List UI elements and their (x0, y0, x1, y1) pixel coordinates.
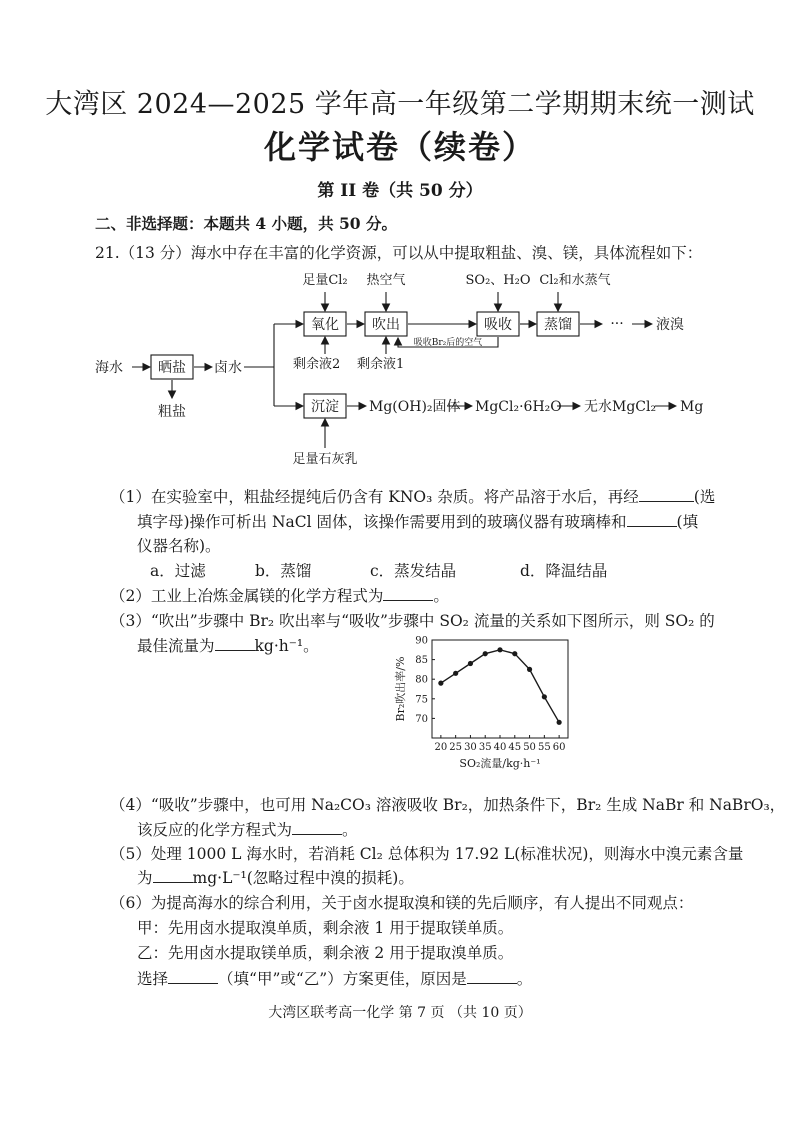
absorb-label: 吸收 (484, 317, 512, 333)
seawater-label: 海水 (95, 360, 123, 376)
x-tick-label: 20 (434, 742, 448, 753)
process-flow-diagram (0, 262, 800, 467)
residue2-label: 剩余液2 (293, 357, 341, 372)
sub6-option-jia: 甲：先用卤水提取溴单质，剩余液 1 用于提取镁单质。 (137, 919, 514, 937)
residue1-label: 剩余液1 (357, 357, 405, 372)
sub1-options (150, 559, 607, 581)
salt-evaporation-label: 晒盐 (158, 360, 186, 376)
y-tick-label: 85 (415, 655, 428, 667)
x-tick-label: 45 (508, 742, 522, 753)
x-tick-label: 35 (478, 742, 492, 753)
sub2-text-b: 。 (433, 587, 449, 605)
option-b: b．蒸馏 (255, 562, 312, 580)
data-point (483, 651, 488, 656)
sub6-line4 (137, 967, 532, 989)
sub6-blank2[interactable] (467, 969, 517, 984)
sub5-line1: （5）处理 1000 L 海水时，若消耗 Cl₂ 总体积为 17.92 L(标准状况)，则海水中溴元素含量 (110, 845, 744, 863)
sub6-option-yi: 乙：先用卤水提取镁单质，剩余液 2 用于提取溴单质。 (137, 944, 514, 962)
liquid-bromine-label: 液溴 (656, 317, 684, 333)
sub2-text-a: （2）工业上冶炼金属镁的化学方程式为 (110, 587, 384, 605)
sub1-line1 (110, 485, 715, 507)
blow-out-label: 吹出 (372, 317, 400, 333)
br2-blowout-chart (390, 632, 590, 780)
sub1-text-c: 填字母)操作可析出 NaCl 固体，该操作需要用到的玻璃仪器有玻璃棒和 (137, 513, 627, 531)
sub5-text-c: mg·L⁻¹(忽略过程中溴的损耗)。 (192, 869, 414, 887)
x-tick-label: 30 (464, 742, 477, 753)
data-point (527, 667, 532, 672)
sub3-line2 (137, 634, 319, 656)
sub1-text-d: (填 (676, 513, 699, 531)
y-tick-label: 80 (415, 674, 428, 686)
sub6-text-f: 。 (516, 970, 533, 988)
x-tick-label: 40 (493, 742, 507, 753)
option-a: a．过滤 (150, 562, 206, 580)
q21-stem: 21.（13 分）海水中存在丰富的化学资源，可以从中提取粗盐、溴、镁，具体流程如下： (95, 244, 703, 262)
sub3-text-c: kg·h⁻¹。 (254, 637, 319, 655)
sub4-line1: （4）“吸收”步骤中，也可用 Na₂CO₃ 溶液吸收 Br₂，加热条件下，Br₂ 生成 NaBr 和 NaBrO₃， (110, 796, 786, 814)
data-point (512, 651, 517, 656)
sub6-text-e: （填“甲”或“乙”）方案更佳，原因是 (218, 970, 467, 988)
anhydrous-mgcl2-label: 无水MgCl₂ (584, 399, 657, 415)
sub1-text-b: (选 (693, 488, 716, 506)
sub1-text-a: （1）在实验室中，粗盐经提纯后仍含有 KNO₃ 杂质。将产品溶于水后，再经 (110, 488, 639, 506)
data-point (557, 720, 562, 725)
sub1-text-e: 仪器名称)。 (137, 537, 221, 555)
exam-title: 大湾区 2024—2025 学年高一年级第二学期期末统一测试 (45, 89, 755, 120)
plot-frame (432, 640, 568, 738)
page-footer: 大湾区联考高一化学 第 7 页 （共 10 页） (268, 1005, 532, 1021)
sub4-text-b: 该反应的化学方程式为 (137, 821, 293, 839)
reagent-so2-label: SO₂、H₂O (465, 273, 531, 288)
part2-heading: 二、非选择题：本题共 4 小题，共 50 分。 (95, 214, 397, 233)
air-after-absorb-label: 吸收Br₂后的空气 (413, 338, 483, 348)
section-title: 第 II 卷（共 50 分） (317, 181, 483, 201)
sub5-text-b: 为 (137, 869, 153, 887)
brine-label: 卤水 (214, 360, 242, 376)
reagent-cl2-steam-label: Cl₂和水蒸气 (539, 273, 611, 288)
sub3-blank[interactable] (215, 636, 255, 651)
paper-title: 化学试卷（续卷） (263, 128, 536, 166)
ellipsis-label: ··· (610, 316, 624, 332)
oxidize-label: 氧化 (311, 317, 339, 333)
x-tick-label: 50 (523, 742, 536, 753)
lime-milk-label: 足量石灰乳 (292, 452, 358, 467)
sub1-blank2[interactable] (627, 512, 677, 527)
y-tick-label: 75 (415, 694, 428, 706)
x-tick-label: 55 (537, 742, 551, 753)
mg-label: Mg (680, 399, 704, 415)
sub2-blank[interactable] (383, 586, 433, 601)
sub6-text-d: 选择 (137, 970, 169, 988)
y-tick-label: 90 (415, 635, 428, 647)
sub1-blank1[interactable] (639, 487, 694, 502)
sub4-blank[interactable] (292, 820, 342, 835)
crude-salt-label: 粗盐 (158, 404, 186, 420)
sub6-blank1[interactable] (168, 969, 218, 984)
option-c: c．蒸发结晶 (370, 562, 457, 580)
data-point (468, 661, 473, 666)
precipitate-label: 沉淀 (311, 399, 339, 415)
y-tick-label: 70 (415, 713, 428, 725)
reagent-hot-air-label: 热空气 (366, 273, 406, 288)
option-d: d．降温结晶 (520, 562, 608, 580)
sub2-line (110, 584, 449, 606)
data-point (497, 647, 502, 652)
sub5-line2 (137, 866, 414, 888)
distill-label: 蒸馏 (544, 317, 572, 333)
x-tick-label: 60 (552, 742, 566, 753)
mgoh2-label: Mg(OH)₂固体 (369, 399, 461, 415)
sub5-blank[interactable] (153, 868, 193, 883)
reagent-cl2-label: 足量Cl₂ (302, 273, 348, 288)
sub3-text-b: 最佳流量为 (137, 637, 215, 655)
data-point (438, 681, 443, 686)
sub1-line2 (137, 510, 698, 532)
x-tick-label: 25 (449, 742, 463, 753)
chart-ylabel: Br₂吹出率/% (394, 656, 407, 722)
sub3-line1: （3）“吹出”步骤中 Br₂ 吹出率与“吸收”步骤中 SO₂ 流量的关系如下图所示，则 SO₂ 的 (110, 612, 715, 630)
sub6-line1: （6）为提高海水的综合利用，关于卤水提取溴和镁的先后顺序，有人提出不同观点： (110, 894, 694, 912)
mgcl2-hydrate-label: MgCl₂·6H₂O (475, 399, 562, 415)
data-point (453, 671, 458, 676)
series-line (441, 650, 559, 723)
sub4-text-c: 。 (342, 821, 358, 839)
data-point (542, 694, 547, 699)
chart-xlabel: SO₂流量/kg·h⁻¹ (459, 757, 541, 770)
sub4-line2 (137, 818, 358, 840)
